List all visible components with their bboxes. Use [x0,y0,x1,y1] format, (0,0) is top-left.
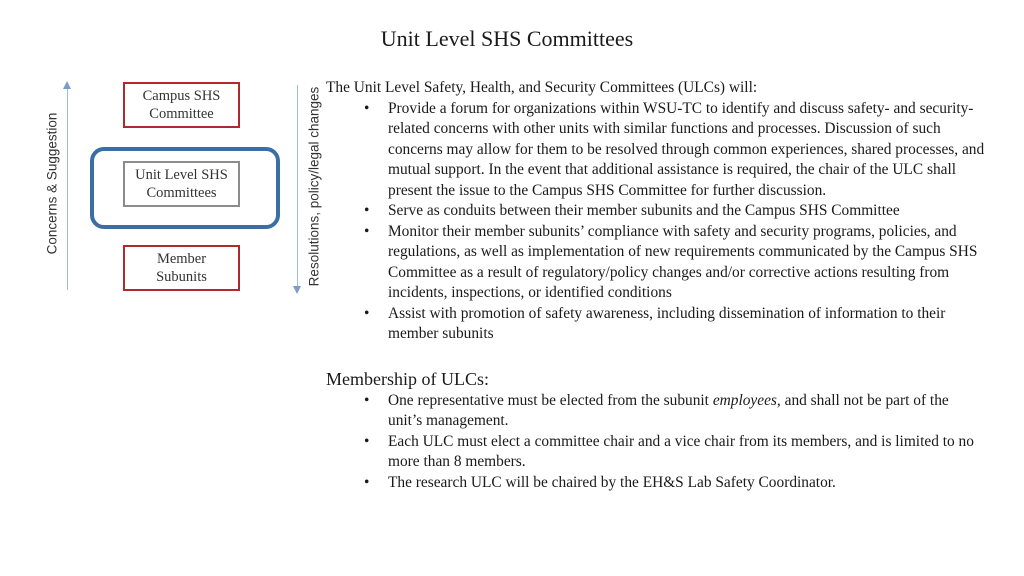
page-title: Unit Level SHS Committees [380,26,634,51]
unit-level-committees-box [123,161,240,207]
content-body [326,78,986,493]
list-item: • Provide a forum for organizations within WSU-TC to identify and discuss safety- and security-related concerns with other units with similar functions and processes. Discussion of such concerns may allow for them to be resolved through common experiences, shared processes, and mutual support. In the event that additional assistance is required, the chair of the ULC shall present the issue to the Campus SHS Committee for further discussion. [364,99,985,199]
resolutions-label: Resolutions, policy/legal changes [306,86,322,287]
list-item: • The research ULC will be chaired by the EH&S Lab Safety Coordinator. [388,473,986,494]
bullet-icon: • [364,473,370,491]
ulc-duties-list [326,99,986,345]
list-item: • Each ULC must elect a committee chair and a vice chair from its members, and is limited to no more than 8 members. [364,432,974,470]
campus-shs-committee-box [123,82,240,128]
committee-hierarchy-diagram [0,0,340,320]
membership-list [326,391,986,494]
bullet-icon: • [364,202,370,219]
intro-heading: The Unit Level Safety, Health, and Security Committees (ULCs) will: [326,79,758,96]
bullet-icon: • [364,432,370,450]
up-arrow-line [67,88,68,290]
list-item: • Assist with promotion of safety awareness, including dissemination of information to their member subunits [364,304,946,342]
list-item: • Monitor their member subunits’ compliance with safety and security programs, policies, and regulations, as well as implementation of new requirements communicated by the Campus SHS Committee as a result of regulatory/policy changes and/or corrective actions resulting from incidents, inspections, or identified conditions [364,222,978,301]
concerns-label: Concerns & Suggestion [44,112,60,255]
member-box-label: Member Subunits [156,250,207,285]
bullet-icon: • [364,99,370,117]
up-arrow-head [63,81,71,89]
membership-heading: Membership of ULCs: [326,368,489,389]
list-item: • Serve as conduits between their member subunits and the Campus SHS Committee [388,201,986,222]
campus-box-label: Campus SHS Committee [142,87,221,122]
member-subunits-box [123,245,240,291]
down-arrow-head [293,286,301,294]
list-item: • One representative must be elected from the subunit employees, and shall not be part of the unit’s management. [364,391,949,429]
bullet-icon: • [364,391,370,409]
bullet-icon: • [364,222,370,240]
bullet-icon: • [364,304,370,322]
down-arrow-line [297,85,298,287]
unit-box-label: Unit Level SHS Committees [135,166,228,201]
